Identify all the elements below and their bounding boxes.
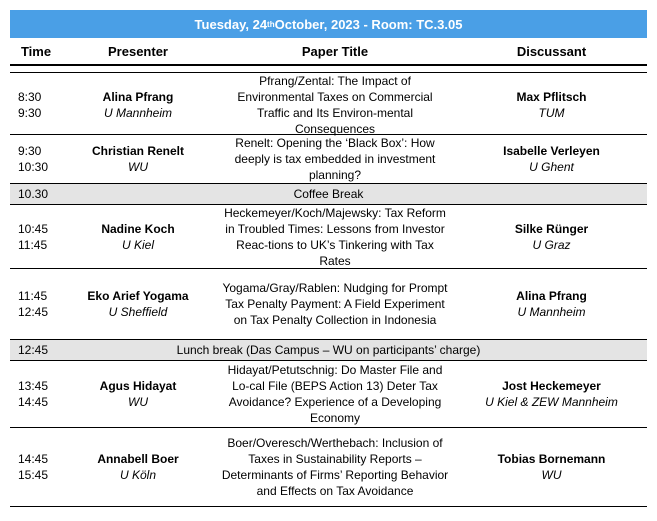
- start-time: 9:30: [18, 144, 42, 158]
- discussant-affiliation: U Graz: [532, 238, 571, 252]
- end-time: 12:45: [18, 305, 49, 319]
- discussant-name: Alina Pfrang: [516, 289, 587, 303]
- discussant-cell: [456, 428, 647, 506]
- presenter-cell: [62, 269, 214, 339]
- column-headers: [10, 38, 647, 66]
- header-date-sup: th: [267, 19, 275, 29]
- presenter-name: Annabell Boer: [97, 452, 179, 466]
- table-row: [10, 269, 647, 340]
- discussant-cell: [456, 269, 647, 339]
- break-label: Coffee Break: [293, 187, 364, 201]
- start-time: 11:45: [18, 289, 48, 303]
- lunch-break-row: [10, 340, 647, 361]
- end-time: 15:45: [18, 468, 49, 482]
- time-cell: [10, 205, 62, 269]
- break-time: 10.30: [18, 187, 49, 201]
- paper-title: Heckemeyer/Koch/Majewsky: Tax Reform in Troubled Times: Lessons from Investor Reac-tions to UK’s Tinkering with Tax Rates: [224, 206, 446, 268]
- end-time: 9:30: [18, 106, 42, 120]
- presenter-affiliation: U Köln: [119, 468, 157, 482]
- start-time: 14:45: [18, 452, 49, 466]
- discussant-affiliation: U Ghent: [529, 160, 574, 174]
- discussant-name: Max Pflitsch: [516, 90, 587, 104]
- col-title: Paper Title: [301, 43, 369, 59]
- col-time: Time: [20, 43, 52, 59]
- discussant-name: Silke Rünger: [514, 222, 589, 236]
- presenter-cell: [62, 428, 214, 506]
- discussant-affiliation: U Kiel & ZEW Mannheim: [485, 395, 618, 409]
- table-row: [10, 428, 647, 507]
- table-row: [10, 361, 647, 428]
- paper-title: Yogama/Gray/Rablen: Nudging for Prompt Tax Penalty Payment: A Field Experiment on Tax Penalty Collection in Indonesia: [222, 281, 448, 327]
- discussant-name: Jost Heckemeyer: [502, 379, 601, 393]
- time-cell: [10, 73, 62, 137]
- col-discussant: Discussant: [516, 43, 587, 59]
- presenter-name: Alina Pfrang: [102, 90, 174, 104]
- presenter-cell: [62, 73, 214, 137]
- table-row: [10, 73, 647, 135]
- paper-title: Hidayat/Petutschnig: Do Master File and Lo-cal File (BEPS Action 13) Deter Tax Avoidance? Experience of a Developing Economy: [227, 363, 443, 425]
- table-row: [10, 135, 647, 184]
- presenter-cell: [62, 361, 214, 427]
- start-time: 10:45: [18, 222, 49, 236]
- header-date-pre: Tuesday, 24: [194, 16, 268, 32]
- discussant-affiliation: U Mannheim: [517, 305, 586, 319]
- start-time: 13:45: [18, 379, 49, 393]
- paper-title: Renelt: Opening the ‘Black Box’: How deeply is tax embedded in investment planning?: [234, 136, 436, 182]
- presenter-cell: [62, 135, 214, 183]
- header-date-post: October, 2023 - Room: TC.3.05: [274, 16, 463, 32]
- discussant-affiliation: TUM: [538, 106, 565, 120]
- discussant-name: Tobias Bornemann: [497, 452, 606, 466]
- presenter-cell: [62, 205, 214, 269]
- discussant-cell: [456, 135, 647, 183]
- presenter-name: Eko Arief Yogama: [87, 289, 189, 303]
- discussant-name: Isabelle Verleyen: [503, 144, 600, 158]
- discussant-cell: [456, 205, 647, 269]
- discussant-cell: [456, 73, 647, 137]
- coffee-break-row: [10, 184, 647, 205]
- presenter-name: Agus Hidayat: [99, 379, 177, 393]
- time-cell: [10, 269, 62, 339]
- time-cell: [10, 428, 62, 506]
- paper-title: Pfrang/Zental: The Impact of Environmental Taxes on Commercial Traffic and Its Environ-mental Consequences: [237, 74, 433, 136]
- start-time: 8:30: [18, 90, 42, 104]
- presenter-affiliation: U Mannheim: [103, 106, 173, 120]
- paper-title: Boer/Overesch/Werthebach: Inclusion of Taxes in Sustainability Reports – Determinants of Firms’ Reporting Behavior and Effects on Tax Avoidance: [221, 436, 449, 498]
- col-presenter: Presenter: [108, 43, 168, 59]
- end-time: 11:45: [18, 238, 48, 252]
- discussant-affiliation: WU: [541, 468, 562, 482]
- discussant-cell: [456, 361, 647, 427]
- time-cell: [10, 361, 62, 427]
- schedule-header: [10, 10, 647, 38]
- spacer-row: [10, 66, 647, 73]
- presenter-affiliation: WU: [128, 395, 148, 409]
- presenter-affiliation: WU: [128, 160, 148, 174]
- schedule-table: [10, 10, 647, 507]
- end-time: 14:45: [18, 395, 49, 409]
- table-row: [10, 205, 647, 269]
- presenter-affiliation: U Sheffield: [108, 305, 168, 319]
- break-time: 12:45: [18, 343, 49, 357]
- end-time: 10:30: [18, 160, 49, 174]
- time-cell: [10, 135, 62, 183]
- presenter-affiliation: U Kiel: [121, 238, 154, 252]
- presenter-name: Nadine Koch: [101, 222, 175, 236]
- presenter-name: Christian Renelt: [91, 144, 184, 158]
- break-label: Lunch break (Das Campus – WU on participants’ charge): [176, 343, 481, 357]
